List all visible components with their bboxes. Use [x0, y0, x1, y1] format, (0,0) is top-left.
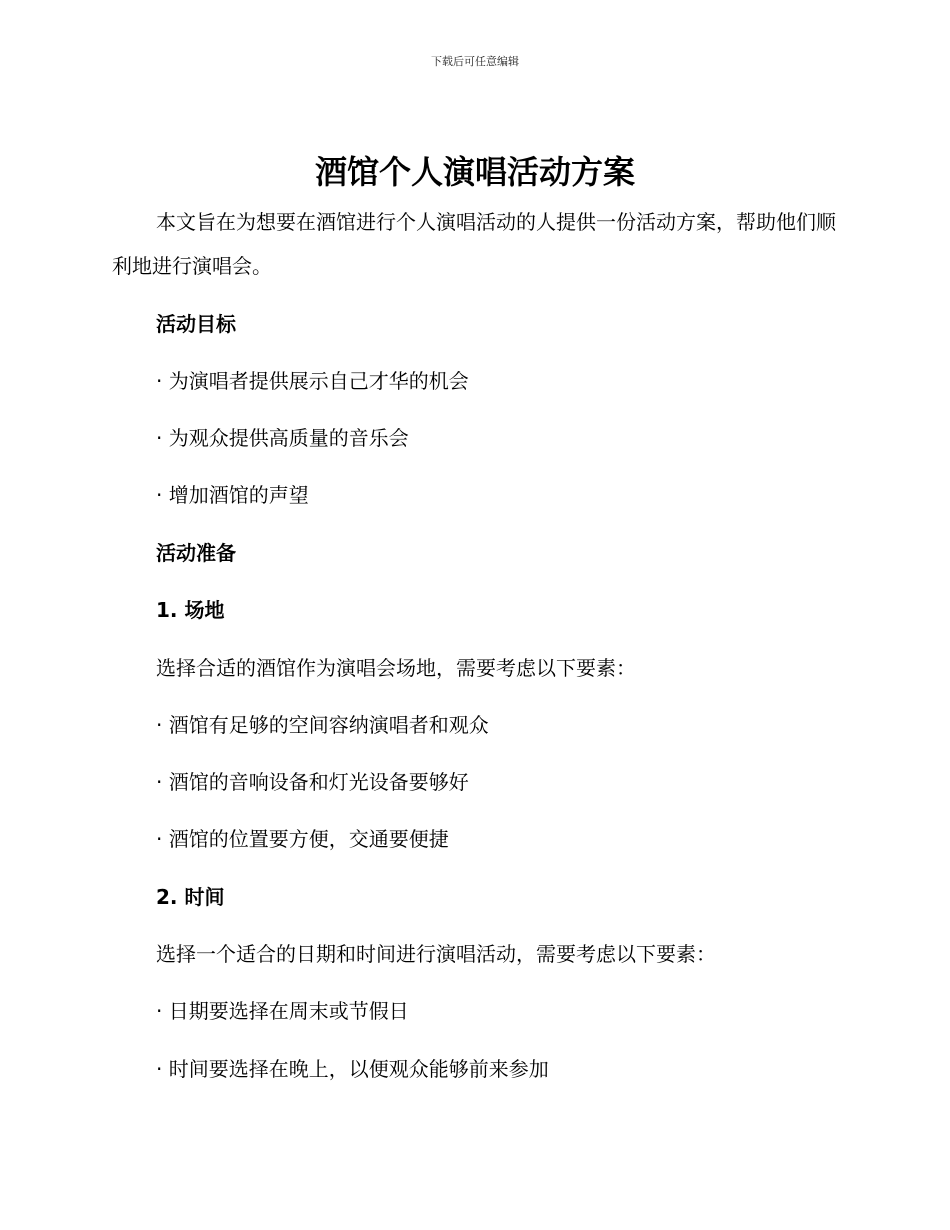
- subheading-time: 2. 时间: [156, 885, 225, 909]
- subheading-venue: 1. 场地: [156, 598, 225, 622]
- intro-paragraph: 本文旨在为想要在酒馆进行个人演唱活动的人提供一份活动方案，帮助他们顺利地进行演唱会。: [112, 210, 836, 278]
- document-body: [112, 200, 836, 288]
- bullet-item: · 酒馆有足够的空间容纳演唱者和观众: [156, 713, 489, 737]
- bullet-item: · 增加酒馆的声望: [156, 483, 309, 507]
- bullet-item: · 酒馆的音响设备和灯光设备要够好: [156, 770, 469, 794]
- bullet-item: · 酒馆的位置要方便，交通要便捷: [156, 827, 449, 851]
- bullet-item: · 时间要选择在晚上，以便观众能够前来参加: [156, 1057, 549, 1081]
- bullet-item: · 为演唱者提供展示自己才华的机会: [156, 369, 469, 393]
- bullet-item: · 为观众提供高质量的音乐会: [156, 426, 409, 450]
- paragraph: 选择合适的酒馆作为演唱会场地，需要考虑以下要素：: [156, 656, 636, 680]
- section-heading-preparation: 活动准备: [156, 541, 236, 565]
- bullet-item: · 日期要选择在周末或节假日: [156, 999, 409, 1023]
- document-title: 酒馆个人演唱活动方案: [314, 153, 635, 191]
- paragraph: 选择一个适合的日期和时间进行演唱活动，需要考虑以下要素：: [156, 942, 716, 966]
- section-heading-goals: 活动目标: [156, 312, 236, 336]
- header-note: 下载后可任意编辑: [431, 55, 519, 68]
